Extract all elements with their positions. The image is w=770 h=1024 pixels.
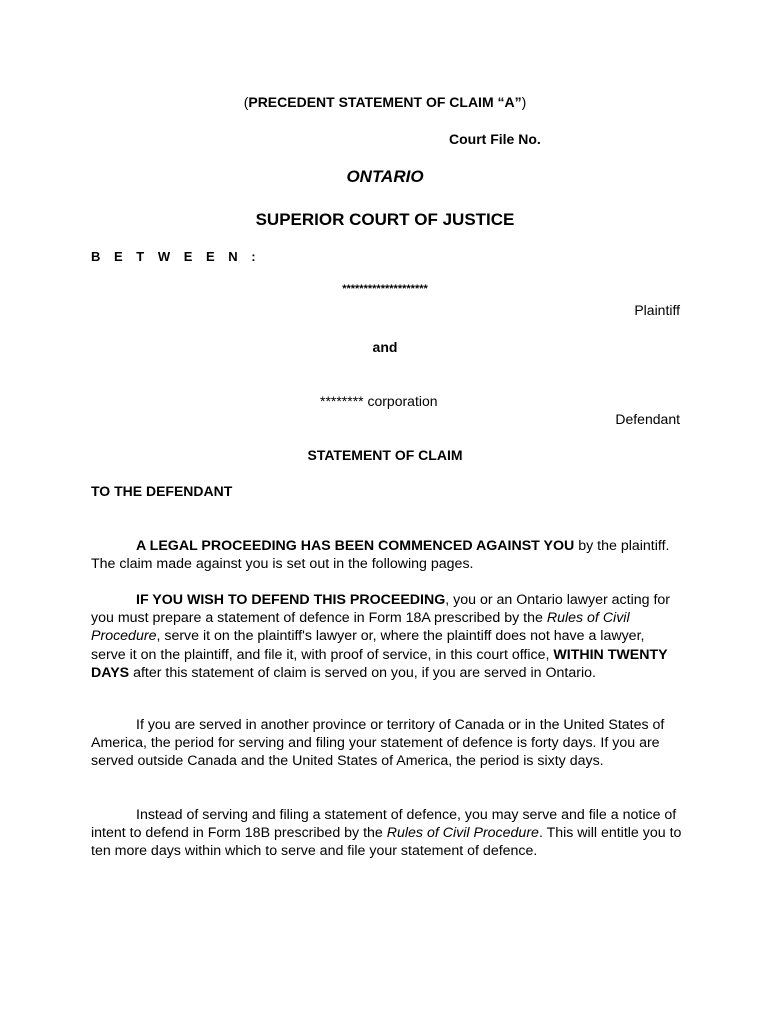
title-close-paren: ) <box>521 94 527 110</box>
title-text: PRECEDENT STATEMENT OF CLAIM “A” <box>248 94 522 110</box>
p3-text: If you are served in another province or territory of Canada or in the United States of America, the period for serving and filing your statement of defence is forty days. If you are served outside Canada and the United States of America, the period is sixty days. <box>91 717 665 770</box>
paragraph-notice-of-intent <box>91 806 683 861</box>
paragraph-defend <box>91 591 683 682</box>
p2-bold1: IF YOU WISH TO DEFEND THIS PROCEEDING <box>136 592 446 608</box>
defendant-name: ******** corporation <box>320 393 438 409</box>
plaintiff-label: Plaintiff <box>634 302 680 318</box>
p2-italic1: Rules of Civil Procedure <box>91 610 630 645</box>
court-file-number: Court File No. <box>449 131 541 147</box>
court-name: SUPERIOR COURT OF JUSTICE <box>255 210 515 229</box>
between-label: B E T W E E N : <box>91 249 261 264</box>
p1-bold: A LEGAL PROCEEDING HAS BEEN COMMENCED AGAINST YOU <box>136 538 575 554</box>
jurisdiction: ONTARIO <box>346 167 424 186</box>
p2-text3: after this statement of claim is served on you, if you are served in Ontario. <box>129 664 596 681</box>
p4-text2: . This will entitle you to ten more days within which to serve and file your statement of defence. <box>91 825 682 860</box>
p2-text2: , serve it on the plaintiff's lawyer or, where the plaintiff does not have a lawyer, serve it on the plaintiff, and file it, with proof of service, in this court office, <box>91 628 645 663</box>
p2-text1: , you or an Ontario lawyer acting for you must prepare a statement of defence in Form 18A prescribed by the <box>91 592 671 627</box>
defendant-label: Defendant <box>615 411 680 427</box>
p4-italic1: Rules of Civil Procedure <box>386 825 539 842</box>
p2-bold2: WITHIN TWENTY DAYS <box>91 646 668 681</box>
document-title: STATEMENT OF CLAIM <box>307 447 463 463</box>
p1-text: by the plaintiff. The claim made against you is set out in the following pages. <box>91 538 670 573</box>
paragraph-served-elsewhere <box>91 716 683 771</box>
paragraph-commenced <box>91 537 683 573</box>
p4-text1: Instead of serving and filing a statement of defence, you may serve and file a notice of intent to defend in Form 18B prescribed by the <box>91 807 677 842</box>
addressee: TO THE DEFENDANT <box>91 483 233 499</box>
title-open-paren: ( <box>243 94 249 110</box>
precedent-title <box>0 94 770 110</box>
and-separator: and <box>372 339 398 355</box>
plaintiff-name: ******************** <box>342 283 428 295</box>
